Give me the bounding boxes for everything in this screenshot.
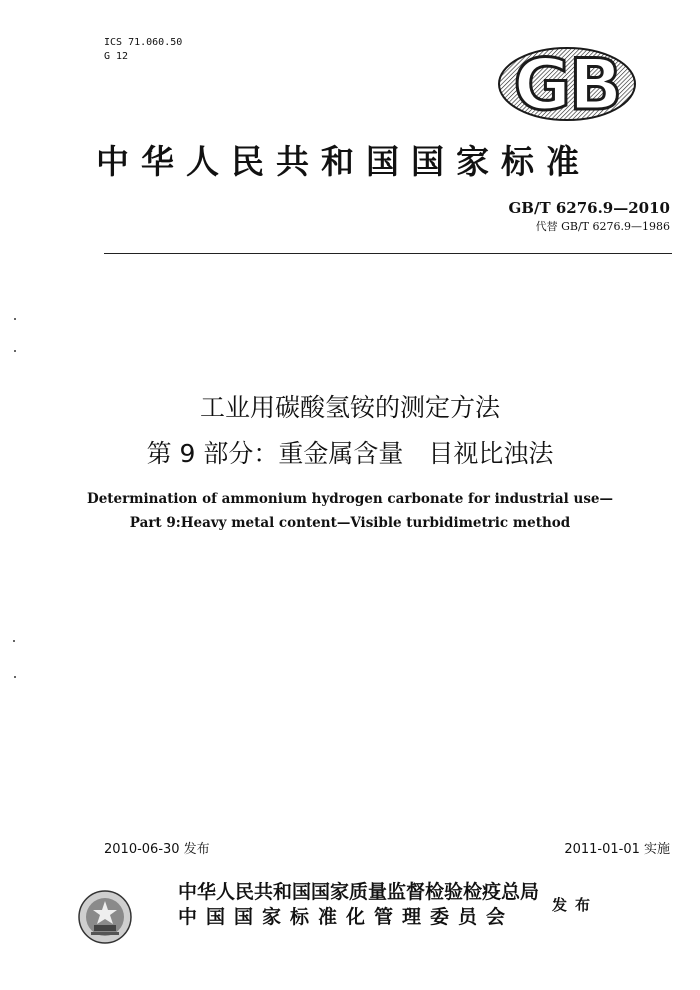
chinese-title-line1: 工业用碳酸氢铵的测定方法	[199, 393, 500, 422]
category-code: G 12	[104, 51, 129, 62]
issuing-authorities	[178, 880, 539, 930]
publish-label: 发布	[552, 896, 599, 914]
standard-code-block	[508, 199, 670, 234]
standard-title: 中华人民共和国国家标准	[96, 142, 591, 181]
chinese-title-line2: 第 9 部分：重金属含量 目视比浊法	[146, 439, 554, 468]
scan-speck	[13, 640, 15, 642]
english-title-line1: Determination of ammonium hydrogen carbonate for industrial use—	[86, 491, 614, 507]
replaced-standard: 代替 GB/T 6276.9—1986	[535, 220, 670, 233]
standard-code: GB/T 6276.9—2010	[508, 199, 670, 217]
gb-logo	[497, 46, 637, 122]
ics-classification	[104, 36, 182, 64]
chinese-title	[0, 385, 700, 477]
issue-date: 2010-06-30 发布	[104, 842, 210, 857]
ics-code: ICS 71.060.50	[104, 37, 183, 48]
scan-speck	[14, 350, 16, 352]
implementation-date: 2011-01-01 实施	[564, 842, 670, 857]
scan-speck	[14, 318, 16, 320]
scan-speck	[14, 676, 16, 678]
issuer-aqsiq: 中华人民共和国国家质量监督检验检疫总局	[178, 881, 540, 903]
english-title-line2: Part 9:Heavy metal content—Visible turbidimetric method	[129, 515, 571, 531]
national-emblem-icon	[77, 889, 133, 945]
header-divider	[104, 253, 672, 254]
issuer-sac: 中国国家标准化管理委员会	[178, 906, 515, 928]
english-title	[0, 487, 700, 535]
gb-logo-text: GB	[513, 46, 621, 122]
